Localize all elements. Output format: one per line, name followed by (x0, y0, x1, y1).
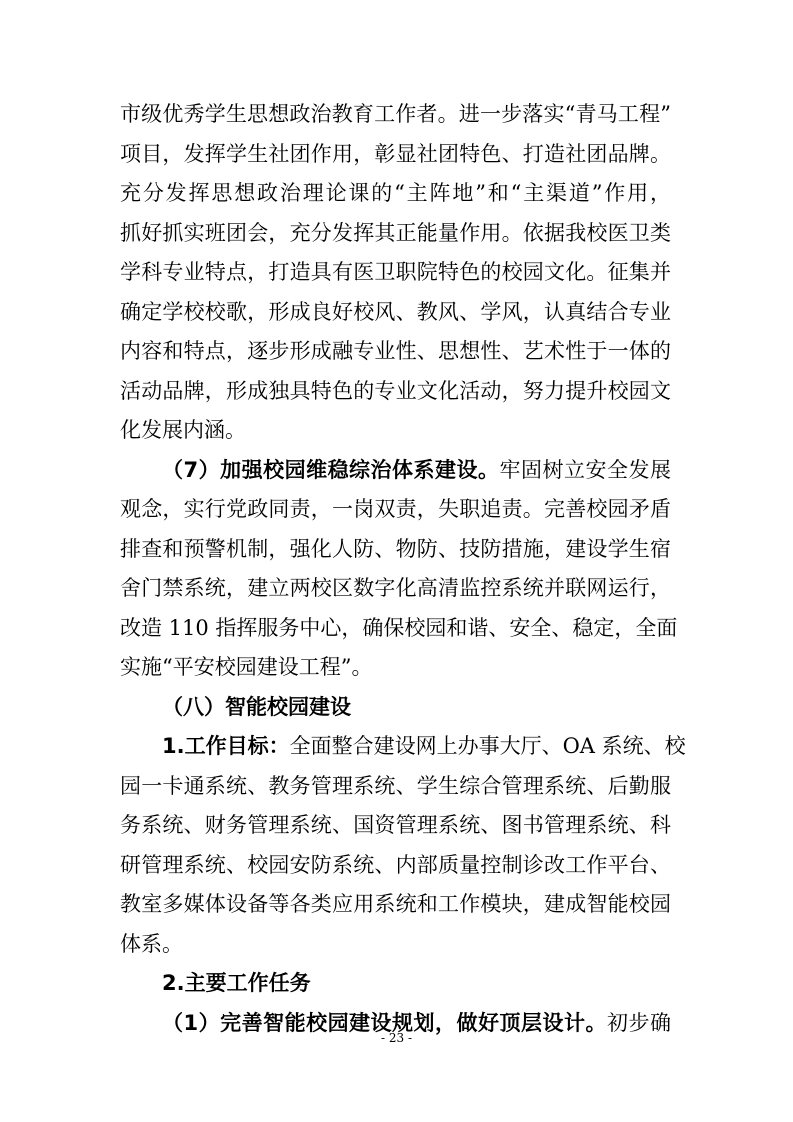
body-text-line: 改造 110 指挥服务中心，确保校园和谐、安全、稳定，全面 (120, 615, 678, 640)
body-text-line: 内容和特点，逐步形成融专业性、思想性、艺术性于一体的 (120, 339, 671, 363)
item-7-title: （7）加强校园维稳综治体系建设。 (162, 457, 500, 482)
body-text-line: 抓好抓实班团会，充分发挥其正能量作用。依据我校医卫类 (120, 220, 671, 245)
page-number: - 23 - (380, 1031, 412, 1045)
body-text-line: 观念，实行党政同责，一岗双责，失职追责。完善校园矛盾 (120, 497, 671, 521)
item-7-text: 牢固树立安全发展 (499, 457, 671, 482)
body-text-line: 排查和预警机制，强化人防、物防、技防措施，建设学生宿 (120, 536, 671, 561)
body-text-line: 活动品牌，形成独具特色的专业文化活动，努力提升校园文 (120, 378, 671, 403)
body-text-line: 化发展内涵。 (120, 418, 246, 442)
body-text-line: 市级优秀学生思想政治教育工作者。进一步落实“青马工程” (120, 102, 671, 126)
goal-text: 全面整合建设网上办事大厅、OA 系统、校 (289, 734, 686, 758)
section-8-heading: （八）智能校园建设 (162, 694, 351, 719)
body-text-line: 项目，发挥学生社团作用，彰显社团特色、打造社团品牌。 (120, 141, 671, 166)
body-text-line: 园一卡通系统、教务管理系统、学生综合管理系统、后勤服 (120, 773, 671, 798)
body-text-line: 舍门禁系统，建立两校区数字化高清监控系统并联网运行， (120, 576, 671, 600)
task-1-title: （1）完善智能校园建设规划，做好顶层设计。 (162, 1010, 607, 1035)
body-text-line: 实施“平安校园建设工程”。 (120, 655, 373, 679)
goal-title: 1.工作目标： (162, 734, 290, 758)
body-text-line: 务系统、财务管理系统、国资管理系统、图书管理系统、科 (120, 813, 671, 837)
tasks-heading: 2.主要工作任务 (162, 971, 311, 995)
body-text-line: 体系。 (120, 931, 183, 956)
task-1-text: 初步确 (607, 1010, 671, 1035)
body-text-line: 确定学校校歌，形成良好校风、教风、学风，认真结合专业 (120, 299, 671, 324)
body-text-line: 教室多媒体设备等各类应用系统和工作模块，建成智能校园 (120, 892, 671, 916)
body-text-line: 研管理系统、校园安防系统、内部质量控制诊改工作平台、 (120, 852, 671, 877)
body-text-line: 学科专业特点，打造具有医卫职院特色的校园文化。征集并 (120, 260, 671, 284)
body-text-line: 充分发挥思想政治理论课的“主阵地”和“主渠道”作用， (120, 181, 671, 205)
